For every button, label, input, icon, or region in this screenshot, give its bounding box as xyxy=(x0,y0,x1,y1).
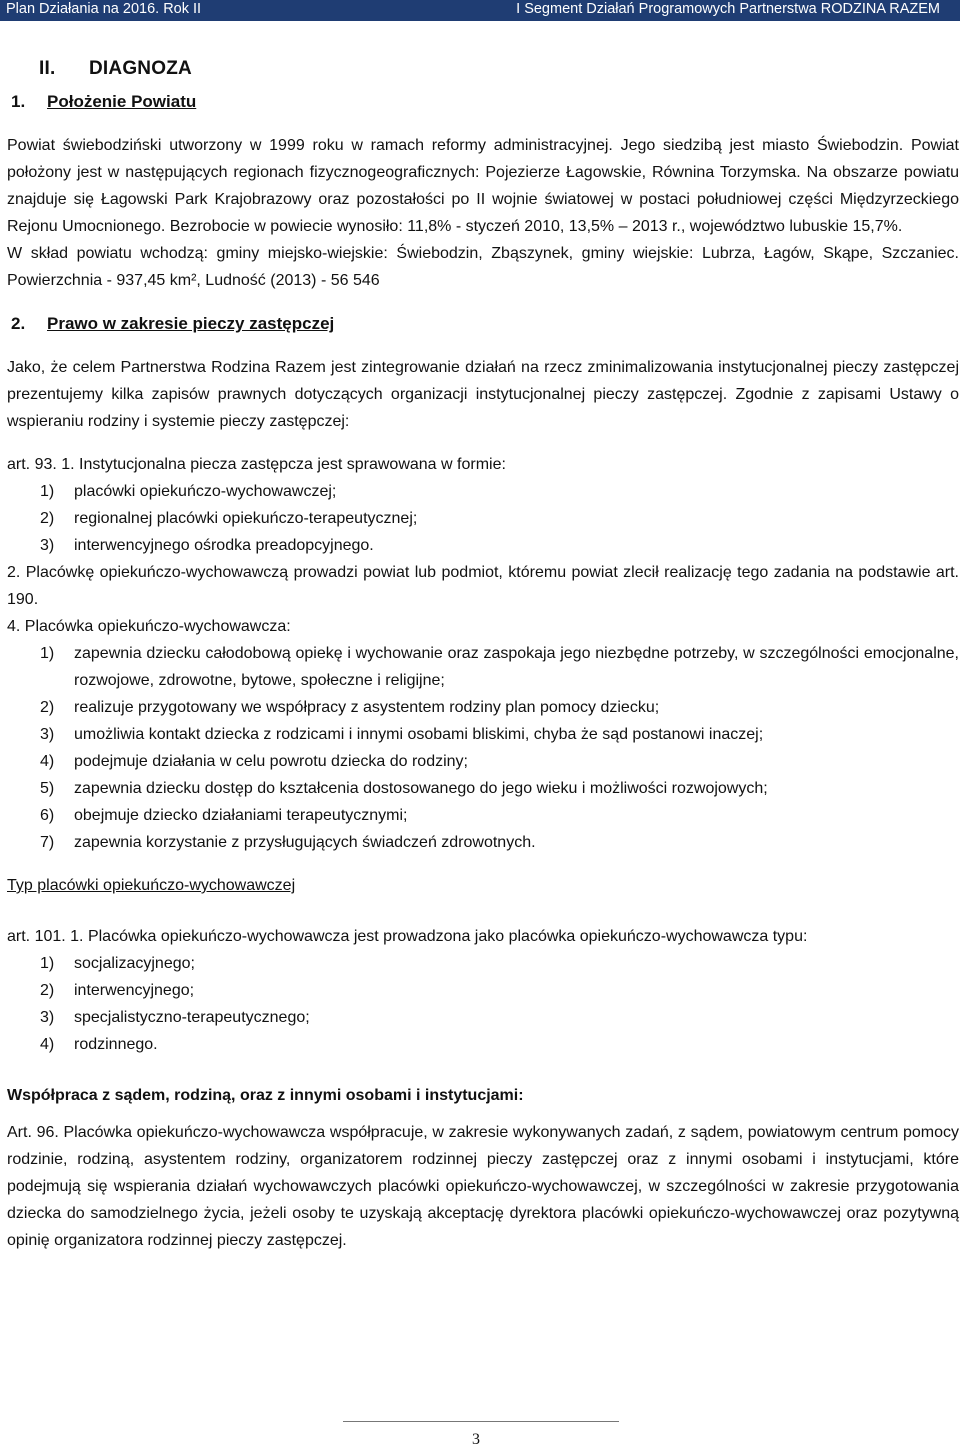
subsection-number-1: 1. xyxy=(11,92,26,111)
list-item: 3) interwencyjnego ośrodka preadopcyjnego. xyxy=(40,537,374,554)
powiat-paragraph: Powiat świebodziński utworzony w 1999 roku w ramach reformy administracyjnej. Jego siedzibą jest miasto Świebodzin. Powiat położony jest w następujących regionach fizycznogeograficznych: Pojezierze Łagowskie, Równina Torzymska. Na obszarze powiatu znajduje się Łagowski Park Krajobrazowy oraz pozostałości po II wojnie światowej w postaci południowej części Międzyrzeckiego Rejonu Umocnionego. Bezrobocie w powiecie wynosiło: 11,8% - styczeń 2010, 13,5% – 2013 r., województwo lubuskie 15,7%. xyxy=(7,137,959,235)
section-heading xyxy=(39,58,959,80)
list-item: 2) interwencyjnego; xyxy=(40,982,195,999)
art96-paragraph: Art. 96. Placówka opiekuńczo-wychowawcza współpracuje, w zakresie wykonywanych zadań, z sądem, powiatowym centrum pomocy rodzinie, rodziną, asystentem rodziny, organizatorem rodzinnej pieczy zastępczej oraz z innymi osobami i instytucjami, które podejmują się wspierania działań wychowawczych placówki opiekuńczo-wychowawczej, w szczególności w zakresie przygotowania dziecka do samodzielnego życia, jeżeli osoby te uzyskają akceptację dyrektora placówki opiekuńczo-wychowawczej oraz pozytywną opinię organizatora rodzinnej pieczy zastępczej. xyxy=(7,1124,959,1249)
list-item: 3) specjalistyczno-terapeutycznego; xyxy=(40,1009,310,1026)
subsection-title-2: Prawo w zakresie pieczy zastępczej xyxy=(47,314,335,333)
art93-lead: art. 93. 1. Instytucjonalna piecza zastępcza jest sprawowana w formie: xyxy=(7,456,506,473)
subsection-title-1: Położenie Powiatu xyxy=(47,92,197,111)
art101-list xyxy=(7,950,959,1058)
list-item: 5) zapewnia dziecku dostęp do kształcenia dostosowanego do jego wieku i możliwości rozwojowych; xyxy=(40,780,768,797)
section-title: DIAGNOZA xyxy=(89,58,192,79)
list-item: 6) obejmuje dziecko działaniami terapeutycznymi; xyxy=(40,807,408,824)
header-left-text: Plan Działania na 2016. Rok II xyxy=(6,1,202,17)
gminy-paragraph: W skład powiatu wchodzą: gminy miejsko-wiejskie: Świebodzin, Zbąszynek, gminy wiejskie: Lubrza, Łagów, Skąpe, Szczaniec. Powierzchnia - 937,45 km², Ludność (2013) - 56 546 xyxy=(7,245,959,289)
footer-divider xyxy=(343,1421,619,1422)
subsection-heading-2 xyxy=(11,314,959,334)
subsection-heading-1 xyxy=(11,92,959,112)
list-item: 2) realizuje przygotowany we współpracy z asystentem rodziny plan pomocy dziecku; xyxy=(40,699,660,716)
document-body xyxy=(7,58,959,1254)
list-item: 3) umożliwia kontakt dziecka z rodzicami i innymi osobami bliskimi, chyba że sąd postanowi inaczej; xyxy=(40,726,764,743)
list-item: 7) zapewnia korzystanie z przysługujących świadczeń zdrowotnych. xyxy=(40,834,536,851)
art93-list xyxy=(7,478,959,559)
list-item: 1) socjalizacyjnego; xyxy=(40,955,195,972)
list-item: 4) rodzinnego. xyxy=(40,1036,158,1053)
header-right-text: I Segment Działań Programowych Partnerstwa RODZINA RAZEM xyxy=(516,1,940,17)
list-item: 4) podejmuje działania w celu powrotu dziecka do rodziny; xyxy=(40,753,468,770)
art93-point-2: 2. Placówkę opiekuńczo-wychowawczą prowadzi powiat lub podmiot, któremu powiat zlecił realizację tego zadania na podstawie art. 190. xyxy=(7,564,959,608)
page-number: 3 xyxy=(472,1431,480,1448)
intro-paragraph: Jako, że celem Partnerstwa Rodzina Razem jest zintegrowanie działań na rzecz zminimalizowania instytucjonalnej pieczy zastępczej prezentujemy kilka zapisów prawnych dotyczących organizacji instytucjonalnej pieczy zastępczej. Zgodnie z zapisami Ustawy o wspieraniu rodziny i systemie pieczy zastępczej: xyxy=(7,359,959,430)
running-header xyxy=(0,0,960,21)
list-item: 1) zapewnia dziecku całodobową opiekę i wychowanie oraz zaspokaja jego niezbędne potrzeby, w szczególności emocjonalne, rozwojowe, zdrowotne, bytowe, społeczne i religijne; xyxy=(40,645,959,689)
subsection-number-2: 2. xyxy=(11,314,26,333)
list-item: 1) placówki opiekuńczo-wychowawczej; xyxy=(40,483,337,500)
list-item: 2) regionalnej placówki opiekuńczo-terapeutycznej; xyxy=(40,510,418,527)
art101-lead: art. 101. 1. Placówka opiekuńczo-wychowawcza jest prowadzona jako placówka opiekuńczo-wychowawcza typu: xyxy=(7,928,808,945)
cooperation-heading: Współpraca z sądem, rodziną, oraz z innymi osobami i instytucjami: xyxy=(7,1087,524,1104)
art93-point-4-list xyxy=(7,640,959,856)
type-heading: Typ placówki opiekuńczo-wychowawczej xyxy=(7,877,296,894)
section-number: II. xyxy=(39,58,56,79)
art93-point-4: 4. Placówka opiekuńczo-wychowawcza: xyxy=(7,618,291,635)
